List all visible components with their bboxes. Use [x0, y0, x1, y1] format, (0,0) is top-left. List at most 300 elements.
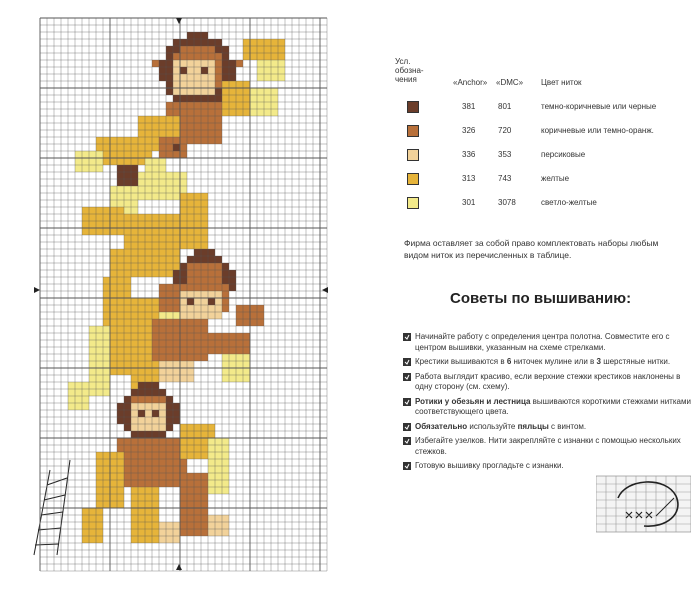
- stitch-cell: [159, 452, 166, 459]
- stitch-cell: [222, 361, 229, 368]
- stitch-cell: [194, 116, 201, 123]
- stitch-cell: [215, 305, 222, 312]
- stitch-cell: [236, 319, 243, 326]
- dot-symbol: [407, 101, 419, 113]
- stitch-cell: [180, 263, 187, 270]
- stitch-cell: [229, 88, 236, 95]
- stitch-cell: [257, 60, 264, 67]
- stitch-cell: [152, 396, 159, 403]
- stitch-cell: [271, 102, 278, 109]
- stitch-cell: [138, 431, 145, 438]
- stitch-cell: [138, 354, 145, 361]
- stitch-cell: [117, 466, 124, 473]
- stitch-cell: [236, 109, 243, 116]
- stitch-cell: [215, 263, 222, 270]
- stitch-cell: [131, 263, 138, 270]
- stitch-cell: [152, 60, 159, 67]
- stitch-cell: [145, 116, 152, 123]
- stitch-cell: [166, 144, 173, 151]
- stitch-cell: [257, 67, 264, 74]
- stitch-cell: [173, 326, 180, 333]
- stitch-cell: [215, 487, 222, 494]
- stitch-cell: [194, 494, 201, 501]
- stitch-cell: [208, 305, 215, 312]
- stitch-cell: [166, 228, 173, 235]
- stitch-cell: [152, 375, 159, 382]
- stitch-cell: [180, 298, 187, 305]
- stitch-cell: [222, 466, 229, 473]
- stitch-cell: [243, 46, 250, 53]
- stitch-cell: [159, 228, 166, 235]
- tip-text: Начинайте работу с определения центра полотна. Совместите его с центром вышивки, указанным на схеме стрелками.: [415, 332, 670, 352]
- stitch-cell: [75, 396, 82, 403]
- stitch-cell: [110, 319, 117, 326]
- stitch-cell: [215, 67, 222, 74]
- stitch-cell: [159, 130, 166, 137]
- stitch-cell: [208, 88, 215, 95]
- stitch-cell: [229, 333, 236, 340]
- stitch-cell: [89, 207, 96, 214]
- stitch-cell: [131, 200, 138, 207]
- stitch-cell: [180, 291, 187, 298]
- stitch-cell: [180, 214, 187, 221]
- stitch-cell: [187, 361, 194, 368]
- stitch-cell: [152, 403, 159, 410]
- stitch-cell: [103, 487, 110, 494]
- stitch-cell: [152, 333, 159, 340]
- stitch-cell: [215, 445, 222, 452]
- stitch-cell: [264, 46, 271, 53]
- stitch-cell: [82, 389, 89, 396]
- stitch-cell: [208, 263, 215, 270]
- stitch-cell: [194, 95, 201, 102]
- stitch-cell: [201, 494, 208, 501]
- stitch-cell: [152, 501, 159, 508]
- stitch-cell: [215, 291, 222, 298]
- stitch-cell: [208, 109, 215, 116]
- stitch-cell: [145, 473, 152, 480]
- stitch-cell: [117, 256, 124, 263]
- stitch-cell: [138, 361, 145, 368]
- stitch-cell: [96, 508, 103, 515]
- stitch-cell: [208, 46, 215, 53]
- stitch-cell: [194, 109, 201, 116]
- stitch-cell: [103, 319, 110, 326]
- stitch-cell: [152, 256, 159, 263]
- stitch-cell: [152, 172, 159, 179]
- stitch-cell: [159, 214, 166, 221]
- stitch-cell: [222, 263, 229, 270]
- stitch-cell: [194, 235, 201, 242]
- stitch-cell: [173, 39, 180, 46]
- stitch-cell: [180, 333, 187, 340]
- stitch-cell: [103, 137, 110, 144]
- stitch-cell: [208, 95, 215, 102]
- stitch-cell: [194, 529, 201, 536]
- stitch-cell: [215, 529, 222, 536]
- stitch-cell: [110, 298, 117, 305]
- dmc-code: 801: [498, 102, 512, 111]
- stitch-cell: [215, 480, 222, 487]
- color-legend: [395, 57, 685, 216]
- stitch-cell: [215, 347, 222, 354]
- stitch-cell: [138, 522, 145, 529]
- stitch-cell: [110, 144, 117, 151]
- legend-rows: [395, 96, 685, 216]
- stitch-cell: [152, 410, 159, 417]
- stitch-cell: [173, 438, 180, 445]
- stitch-cell: [236, 368, 243, 375]
- stitch-cell: [257, 39, 264, 46]
- stitch-cell: [180, 130, 187, 137]
- stitch-cell: [145, 340, 152, 347]
- stitch-cell: [236, 375, 243, 382]
- left-arrow: [34, 287, 40, 293]
- stitch-cell: [180, 53, 187, 60]
- stitch-cell: [110, 473, 117, 480]
- stitch-cell: [131, 158, 138, 165]
- stitch-cell: [180, 172, 187, 179]
- stitch-cell: [166, 256, 173, 263]
- stitch-cell: [187, 529, 194, 536]
- stitch-cell: [180, 305, 187, 312]
- stitch-cell: [166, 179, 173, 186]
- stitch-cell: [201, 130, 208, 137]
- stitch-cell: [117, 151, 124, 158]
- legend-row: [395, 120, 685, 144]
- stitch-cell: [145, 235, 152, 242]
- stitch-cell: [131, 256, 138, 263]
- stitch-cell: [103, 375, 110, 382]
- stitch-cell: [96, 382, 103, 389]
- stitch-cell: [187, 354, 194, 361]
- stitch-cell: [131, 326, 138, 333]
- stitch-cell: [236, 88, 243, 95]
- stitch-cell: [243, 375, 250, 382]
- stitch-cell: [236, 354, 243, 361]
- stitch-cell: [271, 109, 278, 116]
- anchor-code: 336: [462, 150, 476, 159]
- stitch-cell: [180, 235, 187, 242]
- stitch-cell: [82, 228, 89, 235]
- stitch-cell: [166, 424, 173, 431]
- stitch-cell: [208, 515, 215, 522]
- stitch-cell: [222, 445, 229, 452]
- stitch-cell: [222, 452, 229, 459]
- stitch-cell: [201, 270, 208, 277]
- stitch-cell: [138, 508, 145, 515]
- stitch-cell: [201, 221, 208, 228]
- stitch-cell: [159, 396, 166, 403]
- stitch-cell: [124, 249, 131, 256]
- stitch-cell: [145, 396, 152, 403]
- stitch-cell: [103, 340, 110, 347]
- stitch-cell: [166, 102, 173, 109]
- stitch-cell: [89, 375, 96, 382]
- stitch-cell: [208, 445, 215, 452]
- stitch-cell: [180, 200, 187, 207]
- stitch-cell: [278, 53, 285, 60]
- stitch-cell: [145, 270, 152, 277]
- stitch-cell: [145, 298, 152, 305]
- stitch-cell: [96, 207, 103, 214]
- stitch-cell: [117, 200, 124, 207]
- stitch-cell: [138, 417, 145, 424]
- stitch-cell: [159, 459, 166, 466]
- stitch-cell: [187, 340, 194, 347]
- stitch-cell: [166, 466, 173, 473]
- legend-header: [395, 57, 685, 90]
- stitch-cell: [222, 522, 229, 529]
- stitch-cell: [173, 459, 180, 466]
- stitch-cell: [208, 529, 215, 536]
- stitch-cell: [243, 340, 250, 347]
- stitch-cell: [159, 417, 166, 424]
- stitch-cell: [117, 305, 124, 312]
- stitch-cell: [131, 172, 138, 179]
- stitch-cell: [96, 165, 103, 172]
- stitch-cell: [208, 473, 215, 480]
- stitch-cell: [243, 368, 250, 375]
- stitch-cell: [159, 354, 166, 361]
- stitch-cell: [201, 473, 208, 480]
- stitch-cell: [222, 277, 229, 284]
- stitch-cell: [222, 46, 229, 53]
- stitch-cell: [152, 186, 159, 193]
- stitch-cell: [152, 487, 159, 494]
- stitch-cell: [131, 249, 138, 256]
- stitch-cell: [138, 438, 145, 445]
- stitch-cell: [103, 207, 110, 214]
- ladder: [34, 460, 70, 555]
- stitch-cell: [201, 81, 208, 88]
- stitch-cell: [257, 312, 264, 319]
- stitch-cell: [180, 123, 187, 130]
- stitch-cell: [173, 452, 180, 459]
- stitch-cell: [208, 256, 215, 263]
- stitch-cell: [145, 375, 152, 382]
- stitch-cell: [138, 319, 145, 326]
- stitch-cell: [159, 480, 166, 487]
- stitch-cell: [117, 221, 124, 228]
- stitch-cell: [138, 347, 145, 354]
- tip-text: с винтом.: [548, 421, 587, 431]
- stitch-cell: [68, 389, 75, 396]
- stitch-cell: [257, 102, 264, 109]
- stitch-cell: [131, 354, 138, 361]
- stitch-cell: [194, 347, 201, 354]
- stitch-cell: [131, 410, 138, 417]
- stitch-cell: [250, 53, 257, 60]
- stitch-cell: [103, 151, 110, 158]
- stitch-cell: [201, 249, 208, 256]
- anchor-code: 381: [462, 102, 476, 111]
- stitch-cell: [187, 270, 194, 277]
- stitch-cell: [173, 375, 180, 382]
- stitch-cell: [68, 396, 75, 403]
- stitch-cell: [194, 431, 201, 438]
- stitch-cell: [145, 424, 152, 431]
- stitch-cell: [159, 389, 166, 396]
- stitch-cell: [215, 256, 222, 263]
- color-header: Цвет ниток: [541, 78, 582, 87]
- stitch-cell: [110, 200, 117, 207]
- stitch-cell: [215, 95, 222, 102]
- stitch-cell: [166, 109, 173, 116]
- stitch-cell: [250, 46, 257, 53]
- stitch-cell: [110, 340, 117, 347]
- stitch-cell: [166, 333, 173, 340]
- stitch-cell: [271, 60, 278, 67]
- stitch-cell: [166, 410, 173, 417]
- stitch-cell: [131, 431, 138, 438]
- stitch-cell: [222, 95, 229, 102]
- stitch-cell: [159, 165, 166, 172]
- stitch-cell: [215, 340, 222, 347]
- tip-text: Ротики у обезьян и лестница: [415, 396, 531, 406]
- stitch-cell: [117, 347, 124, 354]
- stitch-cell: [103, 389, 110, 396]
- stitch-cell: [117, 144, 124, 151]
- stitch-cell: [208, 438, 215, 445]
- tip-item: [403, 436, 693, 457]
- stitch-cell: [201, 123, 208, 130]
- stitch-cell: [271, 95, 278, 102]
- stitch-cell: [194, 32, 201, 39]
- stitch-cell: [145, 158, 152, 165]
- anchor-header: «Anchor»: [453, 78, 488, 87]
- stitch-cell: [124, 298, 131, 305]
- stitch-cell: [117, 368, 124, 375]
- stitch-cell: [159, 284, 166, 291]
- stitch-cell: [250, 88, 257, 95]
- stitch-cell: [124, 347, 131, 354]
- stitch-cell: [117, 193, 124, 200]
- stitch-cell: [187, 431, 194, 438]
- stitch-cell: [89, 151, 96, 158]
- stitch-cell: [131, 270, 138, 277]
- stitch-cell: [82, 207, 89, 214]
- stitch-cell: [152, 480, 159, 487]
- stitch-cell: [152, 214, 159, 221]
- stitch-cell: [194, 130, 201, 137]
- stitch-cell: [194, 473, 201, 480]
- stitch-cell: [110, 158, 117, 165]
- stitch-cell: [145, 193, 152, 200]
- tip-text: 3: [596, 357, 601, 366]
- stitch-cell: [187, 123, 194, 130]
- stitch-cell: [250, 305, 257, 312]
- dmc-code: 720: [498, 126, 512, 135]
- stitch-cell: [131, 445, 138, 452]
- stitch-cell: [187, 256, 194, 263]
- stitch-cell: [124, 277, 131, 284]
- stitch-cell: [222, 529, 229, 536]
- stitch-cell: [222, 284, 229, 291]
- stitch-cell: [145, 431, 152, 438]
- stitch-cell: [264, 67, 271, 74]
- stitch-cell: [166, 214, 173, 221]
- stitch-cell: [145, 326, 152, 333]
- stitch-cell: [124, 480, 131, 487]
- stitch-cell: [180, 466, 187, 473]
- stitch-cell: [264, 60, 271, 67]
- stitch-cell: [117, 494, 124, 501]
- stitch-cell: [229, 284, 236, 291]
- stitch-cell: [152, 312, 159, 319]
- stitch-cell: [243, 361, 250, 368]
- stitch-cell: [117, 186, 124, 193]
- stitch-cell: [159, 144, 166, 151]
- stitch-cell: [180, 347, 187, 354]
- stitch-cell: [117, 137, 124, 144]
- stitch-cell: [166, 249, 173, 256]
- stitch-cell: [264, 53, 271, 60]
- stitch-cell: [236, 95, 243, 102]
- tip-item: [403, 422, 693, 433]
- stitch-cell: [124, 361, 131, 368]
- stitch-cell: [89, 333, 96, 340]
- stitch-cell: [208, 452, 215, 459]
- stitch-cell: [159, 249, 166, 256]
- stitch-cell: [201, 32, 208, 39]
- stitch-cell: [180, 228, 187, 235]
- stitch-cell: [187, 32, 194, 39]
- stitch-cell: [264, 88, 271, 95]
- stitch-cell: [229, 270, 236, 277]
- stitch-cell: [89, 389, 96, 396]
- stitch-cell: [173, 368, 180, 375]
- stitch-cell: [131, 403, 138, 410]
- dmc-code: 353: [498, 150, 512, 159]
- stitch-cell: [110, 361, 117, 368]
- stitch-cell: [124, 207, 131, 214]
- stitch-cell: [131, 298, 138, 305]
- stitch-cell: [145, 144, 152, 151]
- stitch-cell: [152, 193, 159, 200]
- stitch-cell: [96, 375, 103, 382]
- stitch-cell: [166, 473, 173, 480]
- stitch-cell: [152, 221, 159, 228]
- stitch-cell: [173, 172, 180, 179]
- stitch-cell: [271, 46, 278, 53]
- stitch-cell: [131, 319, 138, 326]
- stitch-cell: [208, 522, 215, 529]
- stitch-cell: [187, 200, 194, 207]
- stitch-cell: [194, 88, 201, 95]
- chart-cells: [68, 32, 285, 543]
- stitch-cell: [117, 354, 124, 361]
- stitch-cell: [110, 249, 117, 256]
- stitch-cell: [138, 452, 145, 459]
- stitch-cell: [159, 326, 166, 333]
- stitch-cell: [82, 165, 89, 172]
- stitch-cell: [257, 74, 264, 81]
- stitch-cell: [187, 60, 194, 67]
- stitch-cell: [194, 39, 201, 46]
- stitch-cell: [166, 116, 173, 123]
- t-symbol: [407, 125, 419, 137]
- stitch-cell: [124, 200, 131, 207]
- stitch-cell: [201, 74, 208, 81]
- stitch-cell: [173, 298, 180, 305]
- stitch-cell: [243, 88, 250, 95]
- stitch-cell: [159, 333, 166, 340]
- stitch-cell: [138, 424, 145, 431]
- stitch-cell: [152, 116, 159, 123]
- color-name: темно-коричневые или черные: [541, 102, 657, 111]
- stitch-cell: [166, 53, 173, 60]
